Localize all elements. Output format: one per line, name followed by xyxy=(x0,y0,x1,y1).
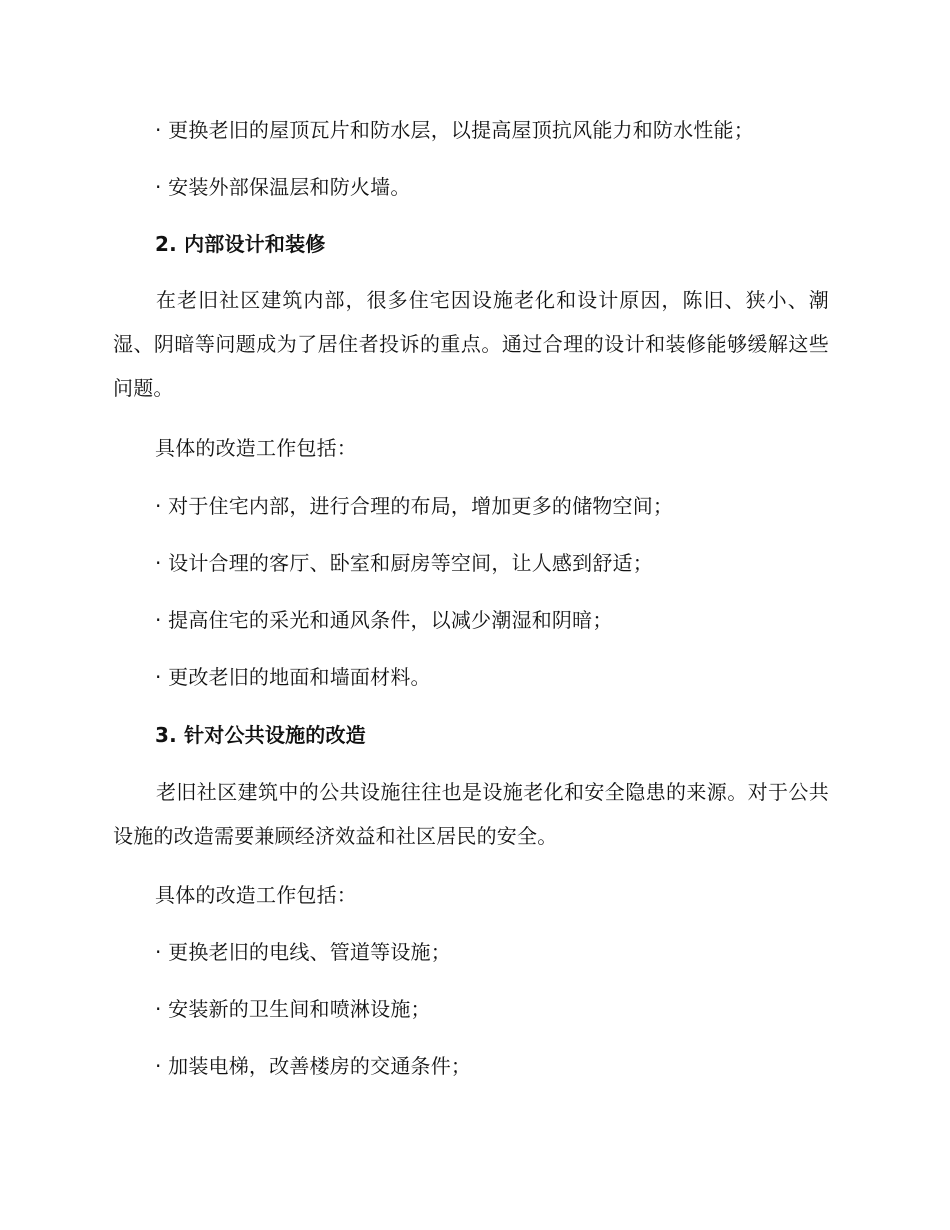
section-2-intro: 具体的改造工作包括： xyxy=(155,436,357,460)
section-3-bullet: · 安装新的卫生间和喷淋设施； xyxy=(155,997,431,1021)
section-2-bullet: · 提高住宅的采光和通风条件，以减少潮湿和阴暗； xyxy=(155,608,613,632)
section-2-paragraph: 在老旧社区建筑内部，很多住宅因设施老化和设计原因，陈旧、狭小、潮湿、阴暗等问题成为了居住者投诉的重点。通过合理的设计和装修能够缓解这些问题。 xyxy=(113,288,829,400)
section-3-bullet: · 更换老旧的电线、管道等设施； xyxy=(155,940,451,964)
section-2-bullet: · 设计合理的客厅、卧室和厨房等空间，让人感到舒适； xyxy=(155,551,653,575)
bullet-roof-replacement: · 更换老旧的屋顶瓦片和防水层，以提高屋顶抗风能力和防水性能； xyxy=(155,118,754,142)
section-3-paragraph: 老旧社区建筑中的公共设施往往也是设施老化和安全隐患的来源。对于公共设施的改造需要兼顾经济效益和社区居民的安全。 xyxy=(113,780,829,848)
bullet-insulation: · 安装外部保温层和防火墙。 xyxy=(155,175,411,199)
section-2-bullet: · 更改老旧的地面和墙面材料。 xyxy=(155,665,431,689)
section-2-bullet: · 对于住宅内部，进行合理的布局，增加更多的储物空间； xyxy=(155,494,674,518)
section-3-bullet: · 加装电梯，改善楼房的交通条件； xyxy=(155,1054,472,1078)
section-2-heading: 2. 内部设计和装修 xyxy=(155,232,326,256)
section-3-intro: 具体的改造工作包括： xyxy=(155,883,357,907)
section-3-heading: 3. 针对公共设施的改造 xyxy=(155,723,366,747)
